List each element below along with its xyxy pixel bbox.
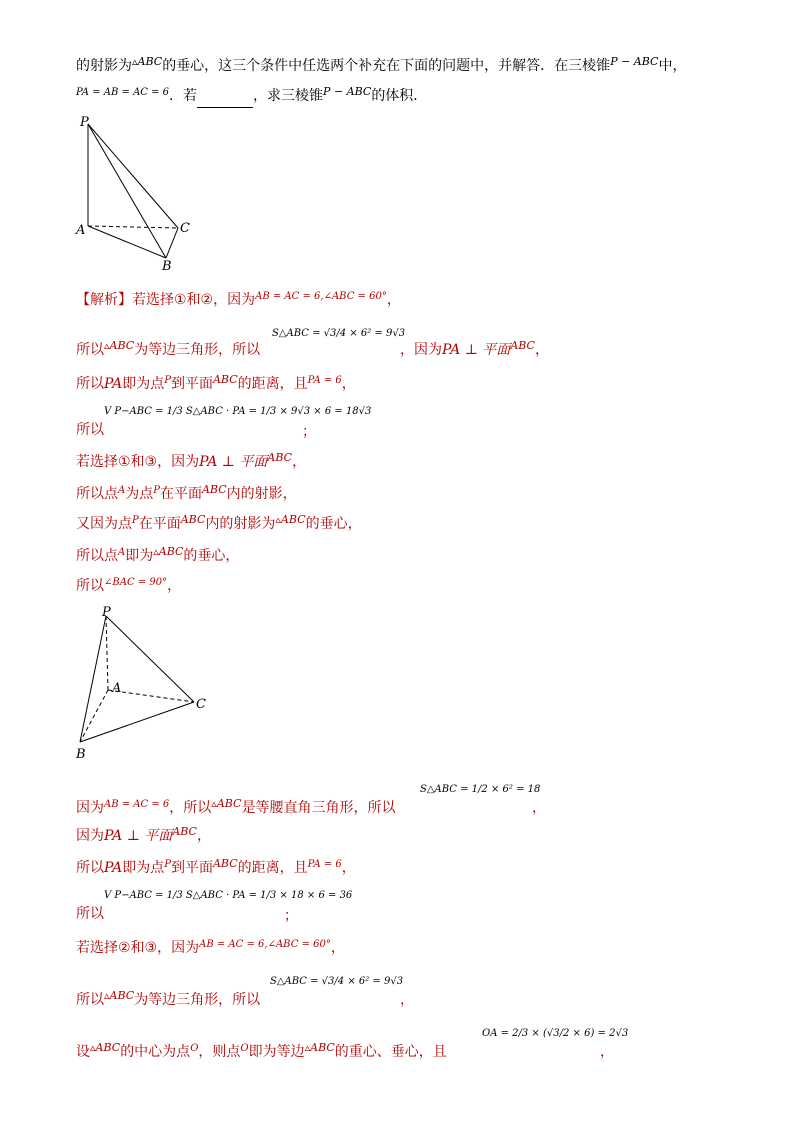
- solution-line-12: 所以PA即为点$^P$到平面$^{ABC}$的距离，且$^{PA = 6}$，: [76, 857, 356, 876]
- answer-blank: [197, 93, 253, 108]
- text: 的体积．: [371, 88, 428, 104]
- text: ．若: [169, 88, 198, 104]
- solution-line-13: 所以: [76, 906, 104, 922]
- solution-line-2: 所以$^{▵ABC}$为等边三角形，所以: [76, 339, 261, 358]
- formula-area-right: S△ABC = 1/2 × 6² = 18: [420, 784, 541, 795]
- solution-line-3: 所以PA即为点$^P$到平面$^{ABC}$的距离，且$^{PA = 6}$，: [76, 373, 356, 392]
- solution-line-4: 所以: [76, 422, 104, 438]
- solution-line-9: 所以$^{\angle BAC = 90^\circ}$，: [76, 577, 182, 594]
- label-c: C: [196, 697, 206, 712]
- solution-line-13-end: ；: [284, 908, 298, 924]
- figure-2-tetrahedron: [70, 602, 220, 762]
- label-p: P: [80, 115, 89, 130]
- label-b: B: [76, 747, 86, 762]
- solution-line-1: 【解析】若选择①和②，因为$^{AB = AC = 6,\angle ABC = 60^\circ}$，: [76, 291, 401, 308]
- math-given: PA = AB = AC = 6: [76, 87, 170, 98]
- label-p: P: [102, 605, 111, 620]
- math-p-abc: P − ABC: [323, 85, 372, 98]
- formula-area-equilateral-2: S△ABC = √3/4 × 6² = 9√3: [270, 976, 404, 987]
- solution-line-16-end: ，: [600, 1044, 614, 1060]
- solution-line-10-end: ，: [532, 800, 546, 816]
- problem-line-2: [76, 86, 427, 108]
- solution-line-5: 若选择①和③，因为PA ⊥ 平面$^{ABC}$，: [76, 451, 307, 470]
- solution-line-11: 因为PA ⊥ 平面$^{ABC}$，: [76, 825, 211, 844]
- solution-line-4-end: ；: [302, 424, 316, 440]
- formula-volume-1: V P−ABC = 1/3 S△ABC · PA = 1/3 × 9√3 × 6 = 18√3: [104, 406, 372, 417]
- label-b: B: [162, 259, 172, 272]
- label-a: A: [112, 681, 122, 696]
- solution-line-2b: ，因为PA ⊥ 平面$^{ABC}$，: [400, 339, 549, 358]
- text: ，求三棱锥: [253, 88, 324, 104]
- analysis-tag: 【解析】: [76, 292, 132, 308]
- problem-line-1: [76, 56, 686, 77]
- triangle-abc-math: ▵ABC: [132, 55, 163, 68]
- label-a: A: [76, 223, 86, 238]
- solution-line-16: 设$^{▵ABC}$的中心为点$^O$，则点$^O$即为等边$^{▵ABC}$的重心、垂心，且: [76, 1041, 447, 1060]
- text: 的垂心，这三个条件中任选两个补充在下面的问题中，并解答．在三棱锥: [162, 58, 611, 74]
- solution-line-6: 所以点$^A$为点$^P$在平面$^{ABC}$内的射影，: [76, 483, 297, 502]
- formula-area-equilateral: S△ABC = √3/4 × 6² = 9√3: [272, 328, 406, 339]
- solution-line-10: 因为$^{AB = AC = 6}$，所以$^{▵ABC}$是等腰直角三角形，所以: [76, 797, 396, 816]
- solution-line-15: 所以$^{▵ABC}$为等边三角形，所以: [76, 989, 261, 1008]
- solution-line-7: 又因为点$^P$在平面$^{ABC}$内的射影为$^{▵ABC}$的垂心，: [76, 513, 362, 532]
- math-p-abc: P − ABC: [610, 55, 659, 68]
- formula-volume-2: V P−ABC = 1/3 S△ABC · PA = 1/3 × 18 × 6 = 36: [104, 890, 353, 901]
- solution-line-14: 若选择②和③，因为$^{AB = AC = 6,\angle ABC = 60^\circ}$，: [76, 939, 345, 956]
- text: 中，: [658, 58, 687, 74]
- text: 的射影为: [76, 58, 132, 74]
- label-c: C: [180, 221, 190, 236]
- figure-1-tetrahedron: [70, 112, 200, 272]
- solution-line-15-end: ，: [400, 992, 414, 1008]
- formula-oa: OA = 2/3 × (√3/2 × 6) = 2√3: [482, 1028, 629, 1039]
- solution-line-8: 所以点$^A$即为$^{▵ABC}$的垂心，: [76, 545, 240, 564]
